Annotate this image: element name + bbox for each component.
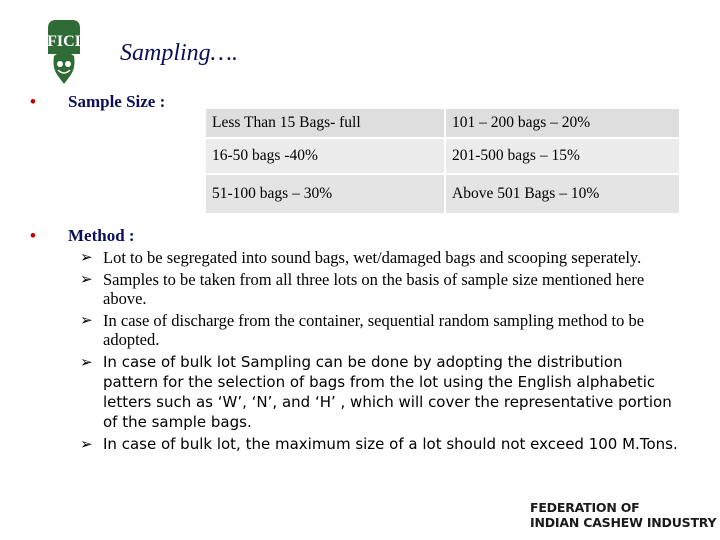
table-cell: 16-50 bags -40% (205, 138, 445, 174)
bullet-icon: • (30, 226, 36, 245)
list-item (80, 270, 680, 309)
table-cell: Less Than 15 Bags- full (205, 108, 445, 138)
list-item (80, 434, 680, 454)
sample-size-table (204, 107, 681, 215)
fici-logo (46, 18, 82, 86)
table-row (205, 108, 680, 138)
list-item-text: Lot to be segregated into sound bags, wet/damaged bags and scooping seperately. (103, 248, 642, 267)
arrow-bullet-icon: ➢ (80, 310, 93, 329)
method-heading (30, 226, 135, 246)
table-cell: 101 – 200 bags – 20% (445, 108, 680, 138)
table-row (205, 174, 680, 214)
sample-size-heading (30, 92, 165, 112)
arrow-bullet-icon: ➢ (80, 248, 93, 266)
list-item-text: In case of discharge from the container, sequential random sampling method to be adopted. (103, 310, 645, 349)
table-cell: 51-100 bags – 30% (205, 174, 445, 214)
table-cell: 201-500 bags – 15% (445, 138, 680, 174)
list-item-text: Samples to be taken from all three lots on the basis of sample size mentioned here above. (103, 269, 645, 308)
footer-line: INDIAN CASHEW INDUSTRY (530, 515, 717, 530)
sample-size-label: Sample Size : (68, 92, 166, 111)
table-cell: Above 501 Bags – 10% (445, 174, 680, 214)
arrow-bullet-icon: ➢ (80, 352, 93, 371)
arrow-bullet-icon: ➢ (80, 434, 93, 453)
list-item-text: In case of bulk lot, the maximum size of a lot should not exceed 100 M.Tons. (103, 434, 678, 453)
table-row (205, 138, 680, 174)
list-item-text: In case of bulk lot Sampling can be done by adopting the distribution pattern for the selection of bags from the lot using the English alphabetic letters such as ‘W’, ‘N’, and ‘H’ , which will cover the representative portion of the sample bags. (103, 352, 672, 431)
slide-title: Sampling…. (120, 40, 239, 66)
arrow-bullet-icon: ➢ (80, 269, 93, 288)
footer-line: FEDERATION OF (530, 500, 640, 515)
list-item (80, 311, 680, 350)
method-label: Method : (68, 226, 135, 245)
footer-brand (530, 500, 716, 530)
list-item (80, 352, 680, 432)
svg-text:FICI: FICI (47, 33, 81, 50)
method-list (80, 248, 680, 456)
bullet-icon: • (30, 92, 36, 111)
list-item (80, 248, 680, 268)
